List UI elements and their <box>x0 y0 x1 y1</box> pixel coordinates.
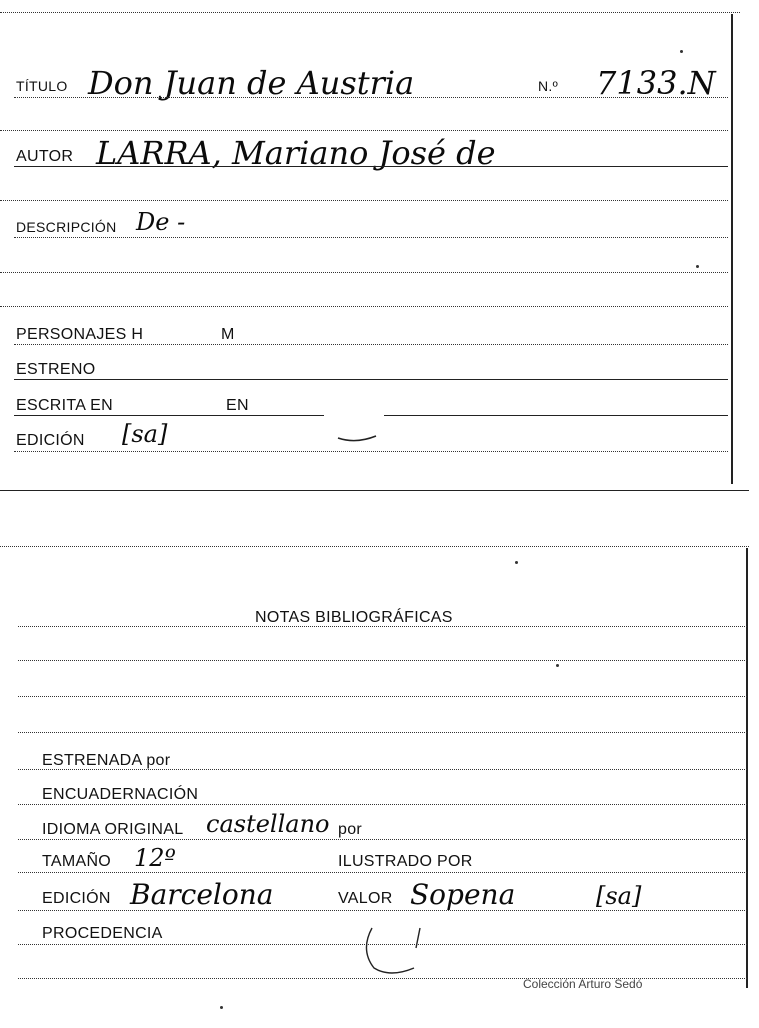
ink-speck <box>680 50 683 53</box>
encuadernacion-label: ENCUADERNACIÓN <box>42 786 199 803</box>
idioma-value: castellano <box>206 810 330 838</box>
ink-speck <box>556 664 559 667</box>
ilustrado-label: ILUSTRADO POR <box>338 853 473 870</box>
blank-rule-2 <box>0 200 728 201</box>
autor-label: AUTOR <box>16 148 74 165</box>
escrita-rule-right <box>384 415 728 416</box>
edicion-rule <box>14 451 728 452</box>
idioma-rule <box>18 839 747 840</box>
notas-rule <box>18 626 747 627</box>
idioma-label: IDIOMA ORIGINAL <box>42 821 184 838</box>
encuadernacion-rule <box>18 804 747 805</box>
card-top-edge-2 <box>0 546 749 547</box>
edicion-label-2: EDICIÓN <box>42 890 111 907</box>
descripcion-rule <box>14 237 728 238</box>
blank-rule-1 <box>0 130 728 131</box>
card-right-border-2 <box>746 548 748 988</box>
procedencia-label: PROCEDENCIA <box>42 925 163 942</box>
pencil-mark <box>360 924 430 978</box>
blank-rule-5 <box>18 660 747 661</box>
personajes-label: PERSONAJES H <box>16 326 144 343</box>
descripcion-value: De - <box>136 208 186 236</box>
descripcion-label: DESCRIPCIÓN <box>16 219 117 235</box>
edicion-label: EDICIÓN <box>16 432 85 449</box>
titulo-rule <box>14 97 728 98</box>
escrita-en-label: EN <box>226 397 249 414</box>
personajes-rule <box>14 344 728 345</box>
idioma-por-label: por <box>338 821 363 838</box>
ink-speck <box>515 561 518 564</box>
catalog-card-back <box>0 540 759 1028</box>
blank-rule-7 <box>18 732 747 733</box>
tamano-rule <box>18 872 747 873</box>
blank-rule-4 <box>0 306 728 307</box>
ink-speck <box>220 1006 223 1009</box>
card-top-edge <box>0 12 740 13</box>
valor-extra: [sa] <box>596 882 642 910</box>
estreno-label: ESTRENO <box>16 361 96 378</box>
valor-label: VALOR <box>338 890 393 907</box>
ink-speck <box>696 265 699 268</box>
edicion-rule-2 <box>18 910 747 911</box>
blank-rule-6 <box>18 696 747 697</box>
escrita-rule-left <box>14 415 324 416</box>
edicion-value-2: Barcelona <box>130 878 274 911</box>
numero-value: 7133.N <box>596 64 716 102</box>
numero-label: N.º <box>538 78 559 94</box>
tamano-label: TAMAÑO <box>42 853 112 870</box>
autor-rule <box>14 166 728 167</box>
estreno-rule <box>14 379 728 380</box>
valor-value: Sopena <box>410 878 516 911</box>
titulo-label: TÍTULO <box>16 78 68 94</box>
titulo-value: Don Juan de Austria <box>88 64 415 102</box>
collection-stamp: Colección Arturo Sedó <box>523 977 643 991</box>
estrenada-rule <box>18 769 747 770</box>
card-bottom-border <box>0 490 749 491</box>
card-right-border <box>731 14 733 484</box>
catalog-card-front <box>0 0 759 500</box>
pencil-mark <box>336 430 378 444</box>
tamano-value: 12º <box>134 844 176 872</box>
personajes-m-label: M <box>221 326 235 343</box>
autor-value: LARRA, Mariano José de <box>96 134 496 172</box>
notas-title: NOTAS BIBLIOGRÁFICAS <box>255 609 453 626</box>
edicion-value: [sa] <box>122 420 168 448</box>
estrenada-label: ESTRENADA por <box>42 752 171 769</box>
blank-rule-3 <box>0 272 728 273</box>
escrita-label: ESCRITA EN <box>16 397 113 414</box>
